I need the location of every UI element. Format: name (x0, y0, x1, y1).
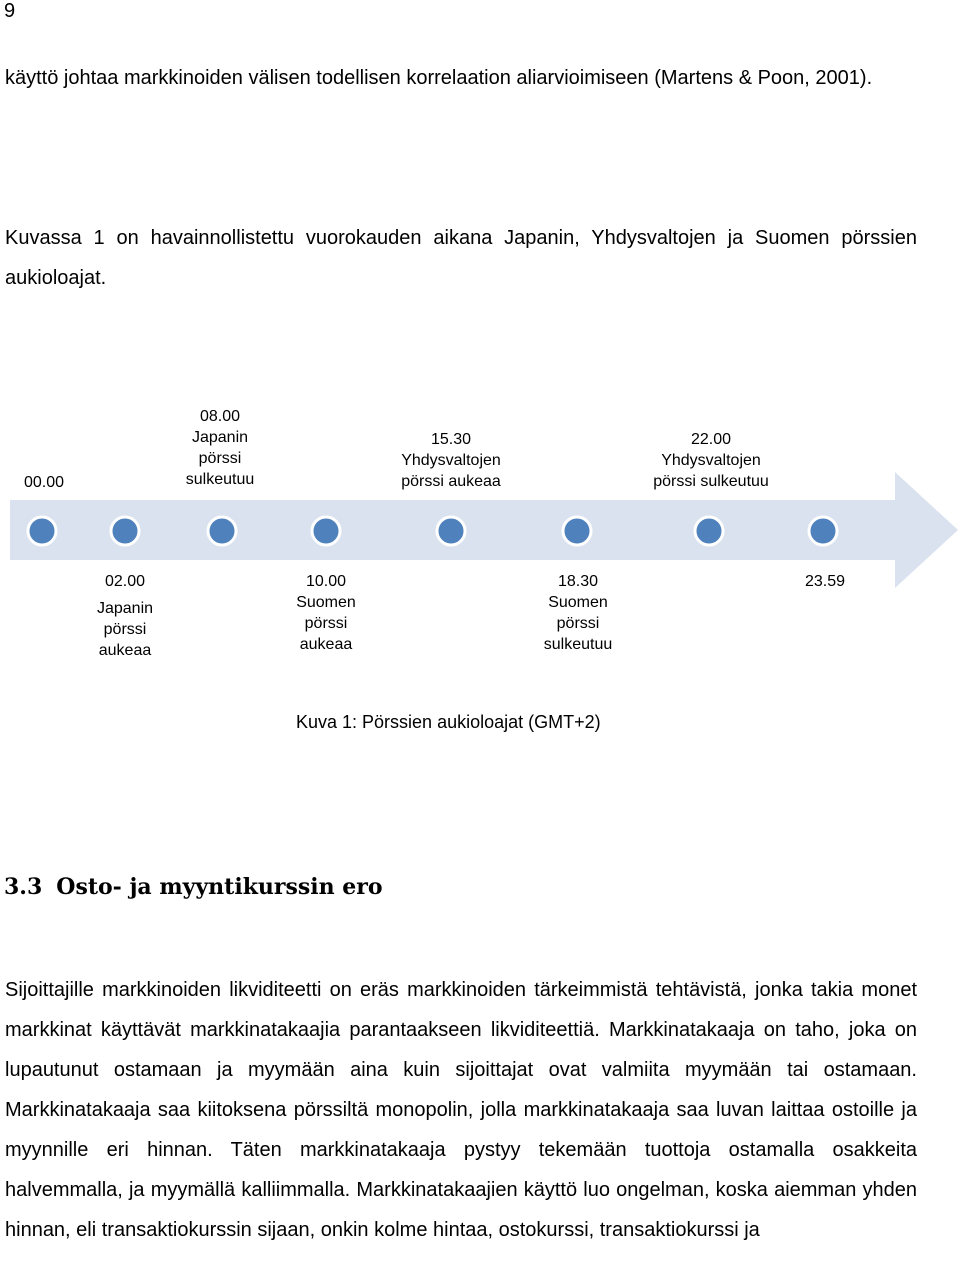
timeline-dot-7 (695, 517, 723, 545)
timeline-dot-6 (563, 517, 591, 545)
timeline-label-0200: 02.00 Japanin pörssi aukeaa (96, 573, 154, 659)
timeline-label-1530: 15.30 Yhdysvaltojen pörssi aukeaa (401, 431, 501, 490)
figure-caption: Kuva 1: Pörssien aukioloajat (GMT+2) (296, 712, 601, 732)
timeline-dot-8 (809, 517, 837, 545)
body-paragraph-1: käyttö johtaa markkinoiden välisen todellisen korrelaation aliarvioimiseen (Martens & Poon, 2001). (5, 67, 873, 89)
timeline-figure (0, 400, 960, 700)
timeline-label-0800: 08.00 Japanin pörssi sulkeutuu (185, 408, 255, 488)
section-title: Osto- ja myyntikurssin ero (56, 874, 383, 900)
timeline-dot-4 (312, 517, 340, 545)
body-paragraph-3: Sijoittajille markkinoiden likviditeetti on eräs markkinoiden tärkeimmistä tehtävistä, jonka takia monet markkinat käyttävät markkinatakaajia parantaakseen likviditeettiä. Markkinatakaaja on taho, joka on lupautunut ostamaan ja myymään aina kuin sijoittajat ovat valmiita myymään tai ostamaan. Markkinatakaaja saa kiitoksena pörssiltä monopolin, jolla markkinatakaaja saa luvan laittaa ostoille ja myynnille eri hinnan. Täten markkinatakaaja pystyy tekemään tuottoja ostamalla osakkeita halvemmalla, ja myymällä kalliimmalla. Markkinatakaajien käyttö luo ongelman, koska aiemman yhden hinnan, eli transaktiokurssin sijaan, onkin kolme hintaa, ostokurssi, transaktiokurssi ja (5, 979, 917, 1241)
timeline-dot-3 (208, 517, 236, 545)
timeline-label-1000: 10.00 Suomen pörssi aukeaa (296, 573, 356, 653)
section-heading (4, 872, 383, 902)
timeline-dot-2 (111, 517, 139, 545)
timeline-dot-1 (28, 517, 56, 545)
timeline-label-2359: 23.59 (804, 573, 846, 590)
timeline-label-1830: 18.30 Suomen pörssi sulkeutuu (543, 573, 613, 653)
timeline-dot-5 (437, 517, 465, 545)
timeline-label-2200: 22.00 Yhdysvaltojen pörssi sulkeutuu (653, 431, 769, 490)
page-number: 9 (4, 0, 16, 22)
timeline-label-0000: 00.00 (23, 474, 65, 491)
body-paragraph-2: Kuvassa 1 on havainnollistettu vuorokauden aikana Japanin, Yhdysvaltojen ja Suomen pörssien aukioloajat. (5, 227, 917, 289)
section-number: 3.3 (4, 874, 43, 900)
